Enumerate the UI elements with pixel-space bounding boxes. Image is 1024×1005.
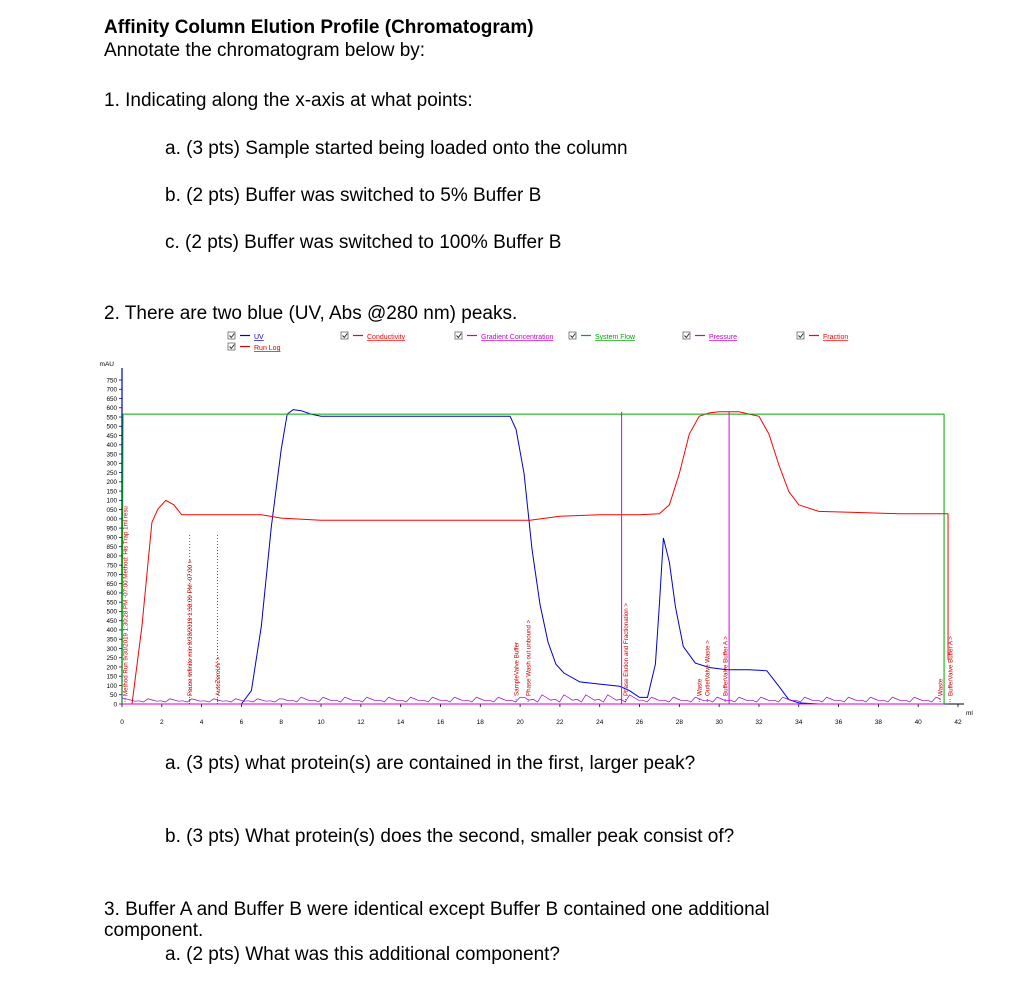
run-log-label: Waste [937,678,945,696]
y-tick-label: 0 [113,701,117,709]
x-tick-label: 10 [317,719,325,726]
legend-label: Fraction [823,334,849,341]
run-log-label: BufferValve Buffer A > [722,635,730,696]
run-log-label: OutletValve Waste > [704,640,712,696]
x-tick-label: 38 [874,719,882,726]
y-tick-label: 200 [106,479,117,487]
question-3-line2: component. [104,920,204,941]
y-axis-title: mAU [99,361,114,368]
y-tick-label: 750 [106,377,117,385]
y-tick-label: 550 [106,599,117,607]
y-tick-label: 700 [106,386,117,394]
y-tick-label: 900 [106,534,117,542]
question-1b: b. (2 pts) Buffer was switched to 5% Buffer B [165,185,542,206]
y-tick-label: 050 [106,506,117,514]
run-log-label: Method Run 9/30/2019 1:30:28 PM -07:00 Method: His Trap 1ml resu [122,506,130,696]
y-tick-label: 000 [106,516,117,524]
legend-label: System Flow [595,334,636,341]
legend-label: UV [254,334,264,341]
y-tick-label: 50 [109,692,117,700]
doc-subtitle: Annotate the chromatogram below by: [104,40,426,61]
run-log-label: BufferValve Buffer A > [947,635,955,696]
x-tick-label: 24 [596,719,604,726]
y-tick-label: 200 [106,664,117,672]
x-tick-label: 8 [279,719,284,726]
y-tick-label: 850 [106,543,117,551]
x-tick-label: 36 [834,719,843,726]
y-tick-label: 650 [106,580,117,588]
x-tick-label: 18 [476,719,484,726]
x-tick-label: 2 [159,719,164,726]
run-log-label: Phase Wash out unbound > [525,619,533,696]
x-tick-label: 28 [675,719,683,726]
x-tick-label: 20 [516,719,524,726]
y-tick-label: 600 [106,405,117,413]
y-tick-label: 250 [106,469,117,477]
y-tick-label: 550 [106,414,117,422]
y-tick-label: 150 [106,488,117,496]
series-conductivity [122,412,948,704]
y-tick-label: 500 [106,608,117,616]
y-tick-label: 750 [106,562,117,570]
series-uv [122,410,948,704]
x-tick-label: 0 [120,719,124,726]
y-tick-label: 100 [106,497,117,505]
y-tick-label: 300 [106,460,117,468]
x-tick-label: 26 [635,719,644,726]
doc-title: Affinity Column Elution Profile (Chromatogram) [104,17,534,38]
question-1: 1. Indicating along the x-axis at what points: [104,90,473,111]
x-tick-label: 14 [397,719,405,726]
y-tick-label: 100 [106,682,117,690]
question-2b: b. (3 pts) What protein(s) does the second, smaller peak consist of? [165,826,735,847]
y-tick-label: 250 [106,655,117,663]
x-tick-label: 30 [715,719,723,726]
y-tick-label: 150 [106,673,117,681]
y-tick-label: 350 [106,636,117,644]
run-log-label: SampleValve Buffer [513,641,521,696]
y-tick-label: 350 [106,451,117,459]
x-tick-label: 12 [357,719,365,726]
run-log-label: Phase Elution and Fractionation > [623,602,631,696]
run-log-label: Pause Infinite min 9/30/2019 1:38:09 PM -07:00 > [187,559,195,696]
y-tick-label: 800 [106,553,117,561]
y-tick-label: 450 [106,432,117,440]
question-2a: a. (3 pts) what protein(s) are contained in the first, larger peak? [165,753,696,774]
y-tick-label: 400 [106,442,117,450]
question-2: 2. There are two blue (UV, Abs @280 nm) peaks. [104,303,518,324]
x-tick-label: 16 [436,719,445,726]
x-tick-label: 6 [239,719,244,726]
legend-label: Conductivity [367,334,406,341]
x-axis-title: ml [966,710,973,717]
question-3a: a. (2 pts) What was this additional component? [165,944,560,965]
x-tick-label: 34 [795,719,803,726]
y-tick-label: 700 [106,571,117,579]
y-tick-label: 500 [106,423,117,431]
x-tick-label: 32 [755,719,763,726]
y-tick-label: 950 [106,525,117,533]
y-tick-label: 650 [106,395,117,403]
x-tick-label: 42 [954,719,962,726]
x-tick-label: 4 [199,719,204,726]
question-1a: a. (3 pts) Sample started being loaded onto the column [165,138,628,159]
x-tick-label: 22 [556,719,564,726]
run-log-label: Waste [696,678,704,696]
legend-label: Pressure [709,334,738,341]
legend-label: Run Log [254,345,281,352]
y-tick-label: 450 [106,617,117,625]
x-tick-label: 40 [914,719,922,726]
legend-label: Gradient Concentration [481,334,554,341]
y-tick-label: 600 [106,590,117,598]
question-3-line1: 3. Buffer A and Buffer B were identical except Buffer B contained one additional [104,899,770,920]
y-tick-label: 400 [106,627,117,635]
y-tick-label: 300 [106,645,117,653]
run-log-label: AutoZeroUV > [215,656,223,696]
question-1c: c. (2 pts) Buffer was switched to 100% Buffer B [165,232,562,253]
